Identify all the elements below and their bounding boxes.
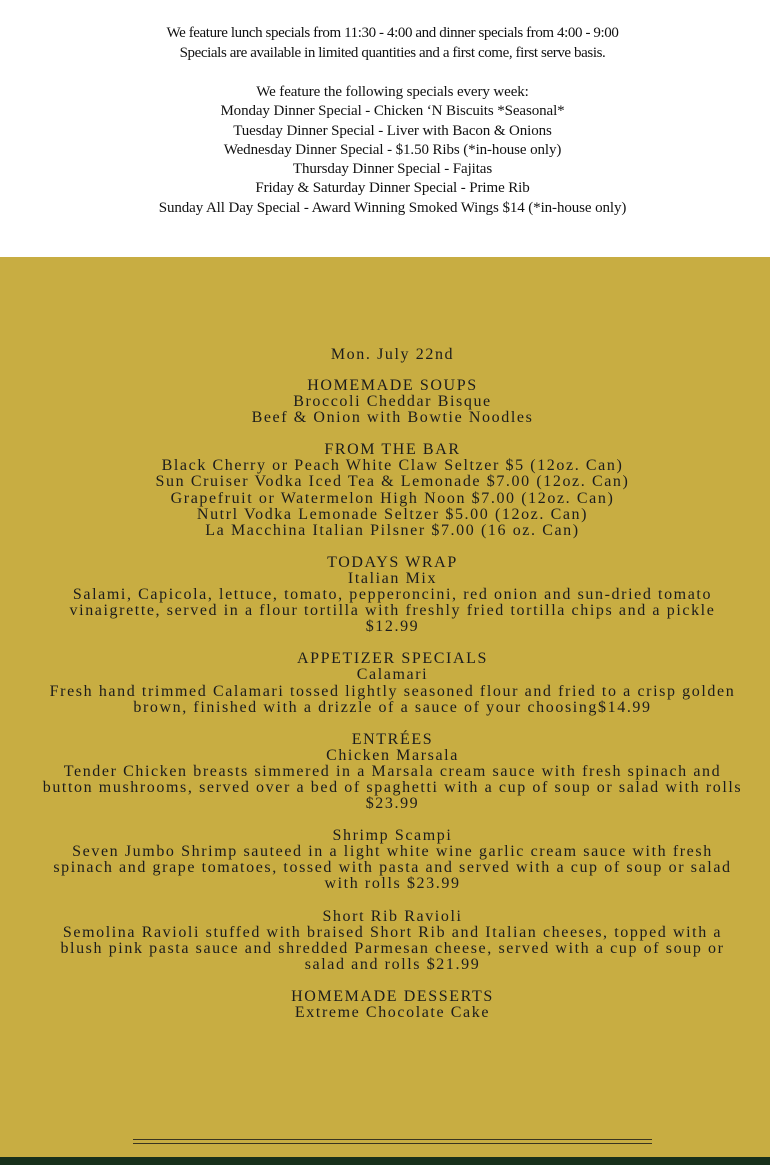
bar-item: Black Cherry or Peach White Claw Seltzer $5 (12oz. Can) bbox=[161, 457, 624, 475]
dessert-item: Extreme Chocolate Cake bbox=[294, 1004, 491, 1021]
wrap-name: Italian Mix bbox=[347, 569, 438, 587]
entree-description: Semolina Ravioli stuffed with braised Short Rib and Italian cheeses, topped with a blush pink pasta sauce and shredded Parmesan cheese, served with a cup of soup or salad and rolls $21.99 bbox=[60, 923, 725, 973]
bar-section bbox=[0, 442, 770, 539]
weekly-special-monday: Monday Dinner Special - Chicken ‘N Biscuits *Seasonal* bbox=[220, 103, 565, 120]
daily-menu bbox=[0, 346, 770, 1037]
entrees-heading: ENTRÉES bbox=[351, 730, 434, 748]
soup-item: Broccoli Cheddar Bisque bbox=[293, 393, 492, 411]
specials-info-section bbox=[0, 0, 770, 257]
wrap-heading: TODAYS WRAP bbox=[327, 553, 458, 571]
weekly-special-thursday: Thursday Dinner Special - Fajitas bbox=[292, 161, 493, 178]
weekly-specials-heading: We feature the following specials every week: bbox=[256, 84, 529, 100]
soups-section bbox=[0, 378, 770, 426]
entree-name: Shrimp Scampi bbox=[332, 827, 453, 845]
bar-item: La Macchina Italian Pilsner $7.00 (16 oz. Can) bbox=[205, 521, 580, 539]
weekly-special-friday-saturday: Friday & Saturday Dinner Special - Prime Rib bbox=[255, 180, 530, 197]
entree-name: Chicken Marsala bbox=[326, 746, 459, 764]
soup-item: Beef & Onion with Bowtie Noodles bbox=[251, 409, 534, 427]
weekly-special-wednesday: Wednesday Dinner Special - $1.50 Ribs (*in-house only) bbox=[223, 141, 562, 158]
specials-hours-text: We feature lunch specials from 11:30 - 4:00 and dinner specials from 4:00 - 9:00 bbox=[166, 25, 619, 41]
footer-bar bbox=[0, 1157, 770, 1165]
entree-item bbox=[0, 909, 770, 973]
bar-item: Grapefruit or Watermelon High Noon $7.00 (12oz. Can) bbox=[170, 489, 615, 507]
desserts-section bbox=[0, 989, 770, 1021]
appetizer-section bbox=[0, 651, 770, 715]
appetizer-heading: APPETIZER SPECIALS bbox=[296, 650, 489, 668]
entree-name: Short Rib Ravioli bbox=[322, 907, 463, 925]
appetizer-name: Calamari bbox=[356, 666, 429, 684]
specials-availability-text: Specials are available in limited quantities and a first come, first serve basis. bbox=[179, 45, 606, 61]
weekly-specials-list bbox=[0, 83, 770, 218]
double-divider bbox=[133, 1139, 652, 1144]
appetizer-description: Fresh hand trimmed Calamari tossed lightly seasoned flour and fried to a crisp golden brown, finished with a drizzle of a sauce of your choosing$14.99 bbox=[49, 682, 736, 716]
bar-heading: FROM THE BAR bbox=[324, 441, 461, 459]
menu-date: Mon. July 22nd bbox=[330, 346, 455, 363]
entree-description: Seven Jumbo Shrimp sauteed in a light white wine garlic cream sauce with fresh spinach and grape tomatoes, tossed with pasta and served with a cup of soup or salad with rolls $23.99 bbox=[53, 843, 732, 893]
specials-intro bbox=[0, 23, 770, 63]
entrees-section bbox=[0, 732, 770, 812]
wrap-description: Salami, Capicola, lettuce, tomato, pepperoncini, red onion and sun-dried tomato vinaigrette, served in a flour tortilla with freshly fried tortilla chips and a pickle $12.99 bbox=[69, 586, 716, 636]
weekly-special-sunday: Sunday All Day Special - Award Winning Smoked Wings $14 (*in-house only) bbox=[158, 199, 627, 216]
desserts-heading: HOMEMADE DESSERTS bbox=[291, 987, 494, 1005]
soups-heading: HOMEMADE SOUPS bbox=[307, 377, 478, 394]
entree-description: Tender Chicken breasts simmered in a Marsala cream sauce with fresh spinach and button mushrooms, served over a bed of spaghetti with a cup of soup or salad with rolls $23.99 bbox=[42, 762, 743, 813]
weekly-special-tuesday: Tuesday Dinner Special - Liver with Bacon & Onions bbox=[233, 122, 552, 139]
bar-item: Sun Cruiser Vodka Iced Tea & Lemonade $7.00 (12oz. Can) bbox=[155, 473, 630, 491]
entree-item bbox=[0, 828, 770, 892]
wrap-section bbox=[0, 555, 770, 635]
bar-item: Nutrl Vodka Lemonade Seltzer $5.00 (12oz. Can) bbox=[196, 505, 589, 523]
